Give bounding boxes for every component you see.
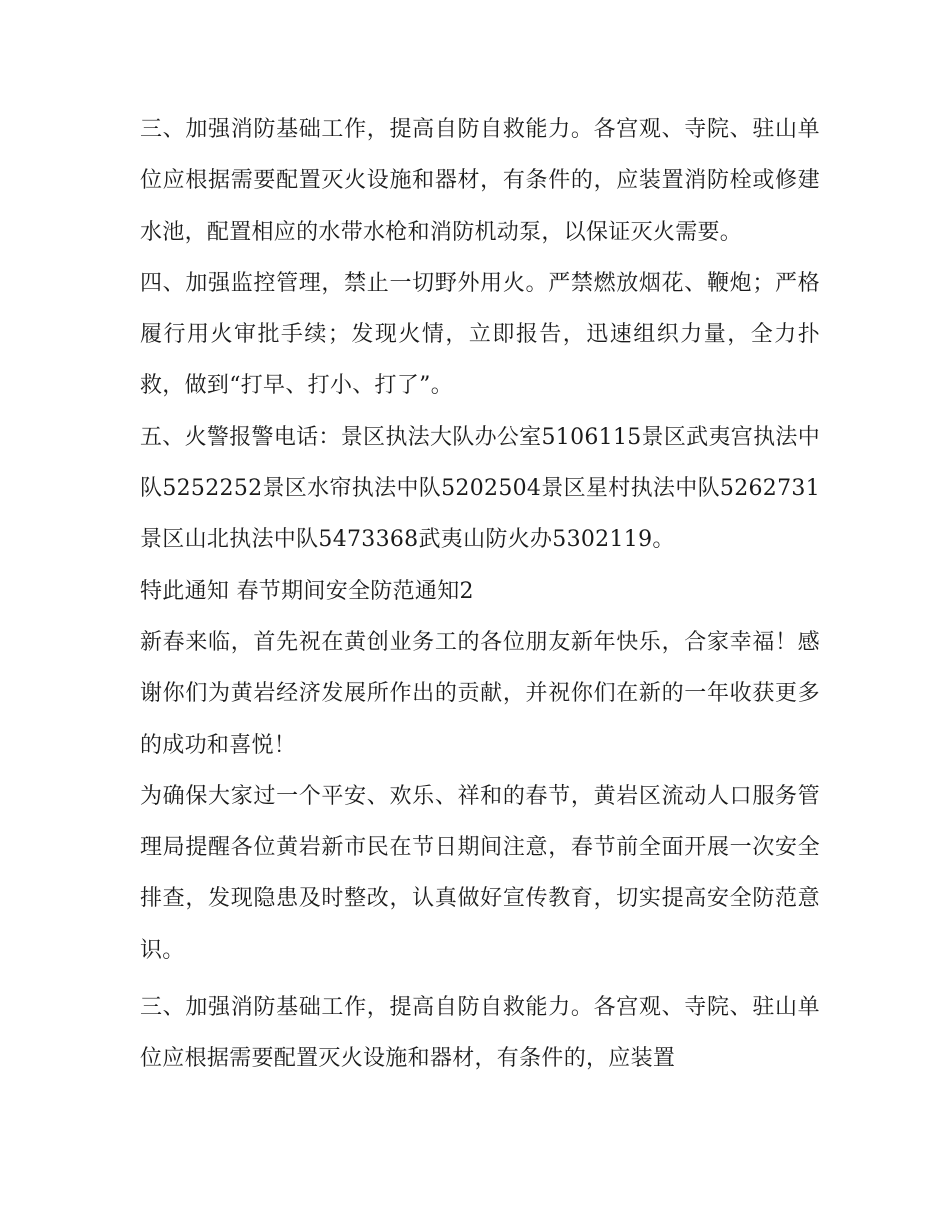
paragraph-fire-infrastructure: 三、加强消防基础工作，提高自防自救能力。各宫观、寺院、驻山单位应根据需要配置灭火设施和器材，有条件的，应装置消防栓或修建水池，配置相应的水带水枪和消防机动泵，以保证灭火需要。 <box>140 117 820 245</box>
paragraph-notice-heading: 特此通知 春节期间安全防范通知2 <box>140 578 474 604</box>
document-body <box>140 104 820 1085</box>
paragraph-new-year-greeting: 新春来临，首先祝在黄创业务工的各位朋友新年快乐，合家幸福！感谢你们为黄岩经济发展所作出的贡献，并祝你们在新的一年收获更多的成功和喜悦！ <box>140 629 820 758</box>
paragraph-emergency-phones: 五、火警报警电话：景区执法大队办公室5106115景区武夷宫执法中队5252252景区水帘执法中队5202504景区星村执法中队5262731景区山北执法中队5473368武夷山防火办5302119。 <box>140 424 820 553</box>
paragraph-fire-infrastructure-repeat: 三、加强消防基础工作，提高自防自救能力。各宫观、寺院、驻山单位应根据需要配置灭火设施和器材，有条件的，应装置 <box>140 995 820 1072</box>
paragraph-safety-reminder: 为确保大家过一个平安、欢乐、祥和的春节，黄岩区流动人口服务管理局提醒各位黄岩新市民在节日期间注意，春节前全面开展一次安全排查，发现隐患及时整改，认真做好宣传教育，切实提高安全防范意识。 <box>140 783 820 963</box>
paragraph-monitoring: 四、加强监控管理，禁止一切野外用火。严禁燃放烟花、鞭炮；严格履行用火审批手续；发现火情，立即报告，迅速组织力量，全力扑救，做到“打早、打小、打了”。 <box>140 270 820 399</box>
